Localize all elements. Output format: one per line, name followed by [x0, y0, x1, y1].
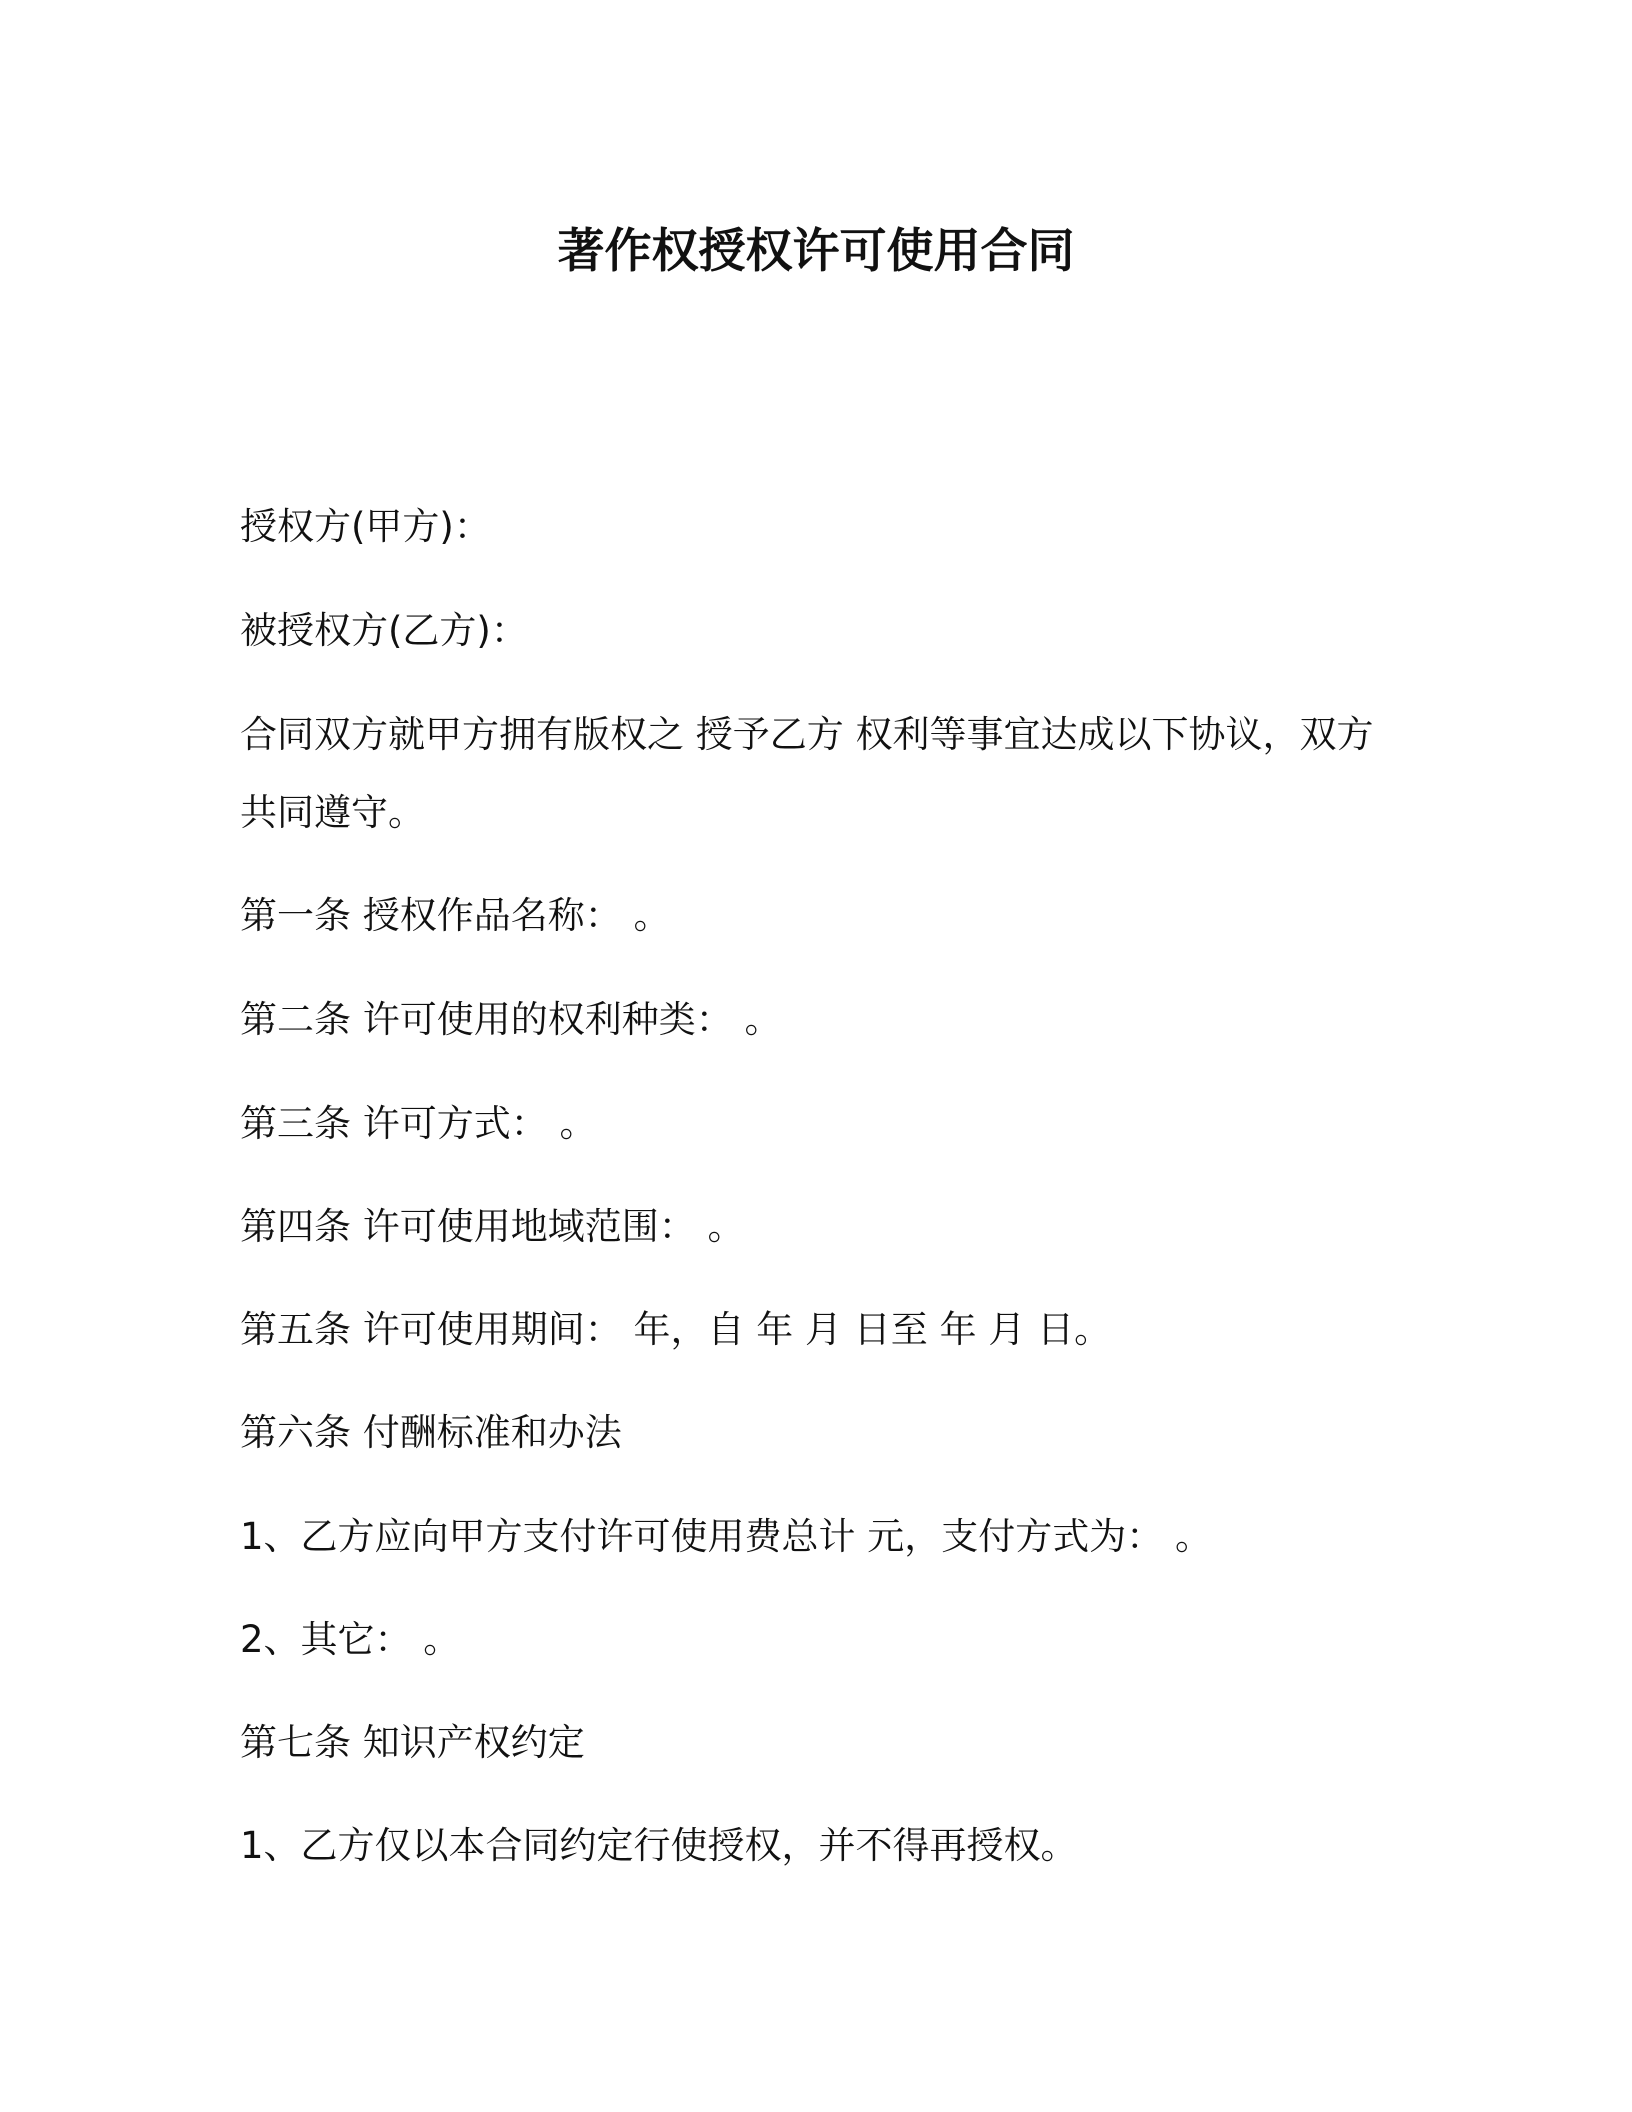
party-b-line: 被授权方(乙方)： [240, 609, 528, 652]
article-5: 第五条 许可使用期间： 年，自 年 月 日至 年 月 日。 [240, 1308, 1112, 1351]
preamble-paragraph: 合同双方就甲方拥有版权之 授予乙方 权利等事宜达成以下协议，双方共同遵守。 [240, 713, 1374, 834]
article-7-item-1: 1、乙方仅以本合同约定行使授权，并不得再授权。 [240, 1824, 1078, 1867]
article-6-heading: 第六条 付酬标准和办法 [240, 1411, 622, 1454]
article-6-item-2: 2、其它： 。 [240, 1618, 461, 1661]
article-2: 第二条 许可使用的权利种类： 。 [240, 998, 782, 1041]
article-1: 第一条 授权作品名称： 。 [240, 894, 671, 937]
article-7-heading: 第七条 知识产权约定 [240, 1721, 585, 1764]
document-title: 著作权授权许可使用合同 [557, 224, 1075, 279]
article-3: 第三条 许可方式： 。 [240, 1102, 597, 1145]
article-4: 第四条 许可使用地域范围： 。 [240, 1205, 745, 1248]
party-a-line: 授权方(甲方)： [240, 505, 491, 548]
article-6-item-1: 1、乙方应向甲方支付许可使用费总计 元，支付方式为： 。 [240, 1515, 1213, 1558]
